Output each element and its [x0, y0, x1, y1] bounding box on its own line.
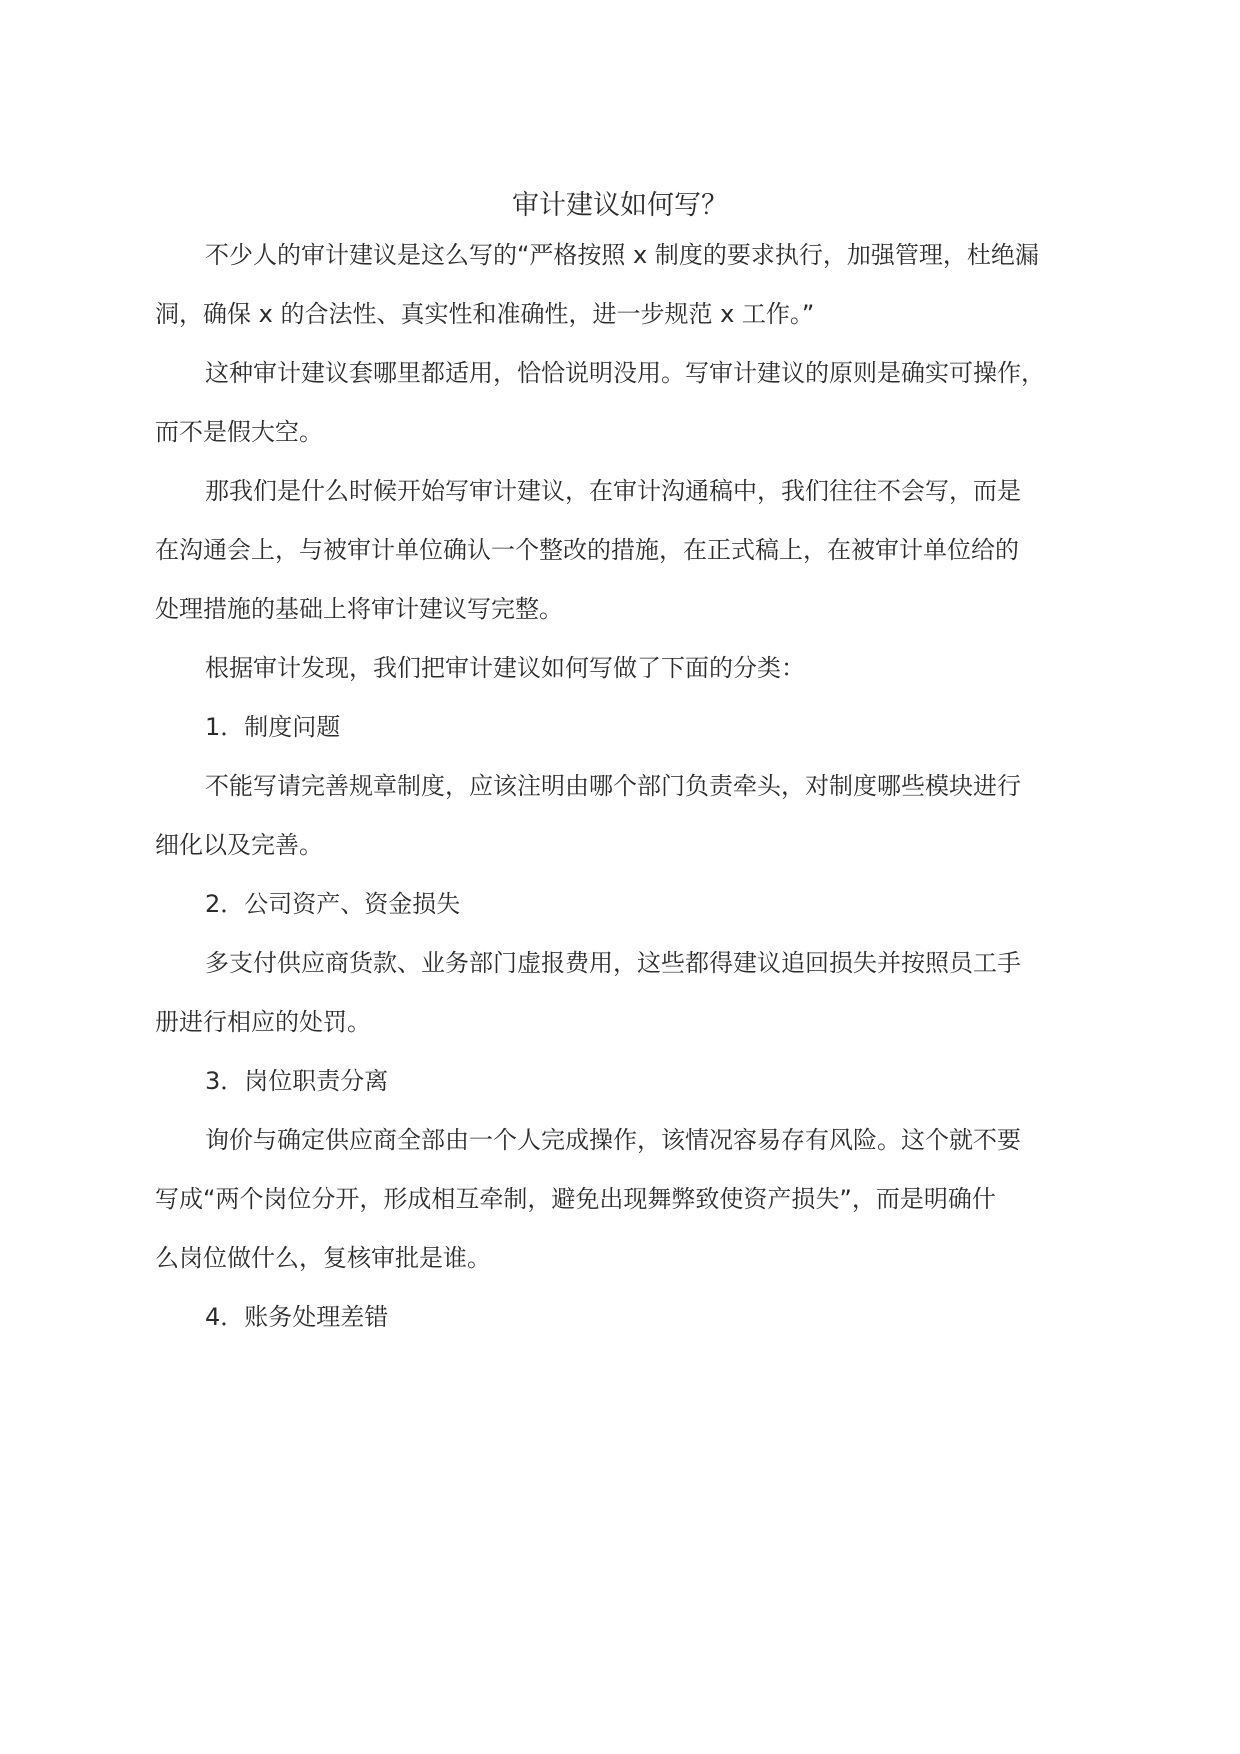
paragraph-line: 询价与确定供应商全部由一个人完成操作，该情况容易存有风险。这个就不要 — [205, 1126, 1021, 1154]
paragraph-line: 细化以及完善。 — [155, 831, 323, 859]
paragraph-line: 根据审计发现，我们把审计建议如何写做了下面的分类： — [205, 654, 805, 682]
paragraph-line: 不能写请完善规章制度，应该注明由哪个部门负责牵头，对制度哪些模块进行 — [205, 772, 1021, 800]
section-heading: 4．账务处理差错 — [205, 1303, 389, 1331]
section-heading: 1．制度问题 — [205, 713, 341, 741]
paragraph-line: 册进行相应的处罚。 — [155, 1008, 371, 1036]
section-heading: 3．岗位职责分离 — [205, 1067, 389, 1095]
paragraph-line: 不少人的审计建议是这么写的“严格按照 x 制度的要求执行，加强管理，杜绝漏 — [205, 241, 1039, 269]
paragraph-line: 那我们是什么时候开始写审计建议，在审计沟通稿中，我们往往不会写，而是 — [205, 477, 1021, 505]
paragraph-line: 写成“两个岗位分开，形成相互牵制，避免出现舞弊致使资产损失”，而是明确什 — [155, 1185, 996, 1213]
paragraph-line: 么岗位做什么，复核审批是谁。 — [155, 1244, 491, 1272]
section-heading: 2．公司资产、资金损失 — [205, 890, 461, 918]
paragraph-line: 在沟通会上，与被审计单位确认一个整改的措施，在正式稿上，在被审计单位给的 — [155, 536, 1019, 564]
paragraph-line: 多支付供应商货款、业务部门虚报费用，这些都得建议追回损失并按照员工手 — [205, 949, 1021, 977]
paragraph-line: 而不是假大空。 — [155, 418, 323, 446]
paragraph-line: 处理措施的基础上将审计建议写完整。 — [155, 595, 563, 623]
paragraph-line: 这种审计建议套哪里都适用，恰恰说明没用。写审计建议的原则是确实可操作， — [205, 359, 1045, 387]
page-title: 审计建议如何写？ — [512, 190, 728, 221]
paragraph-line: 洞，确保 x 的合法性、真实性和准确性，进一步规范 x 工作。” — [155, 300, 815, 328]
